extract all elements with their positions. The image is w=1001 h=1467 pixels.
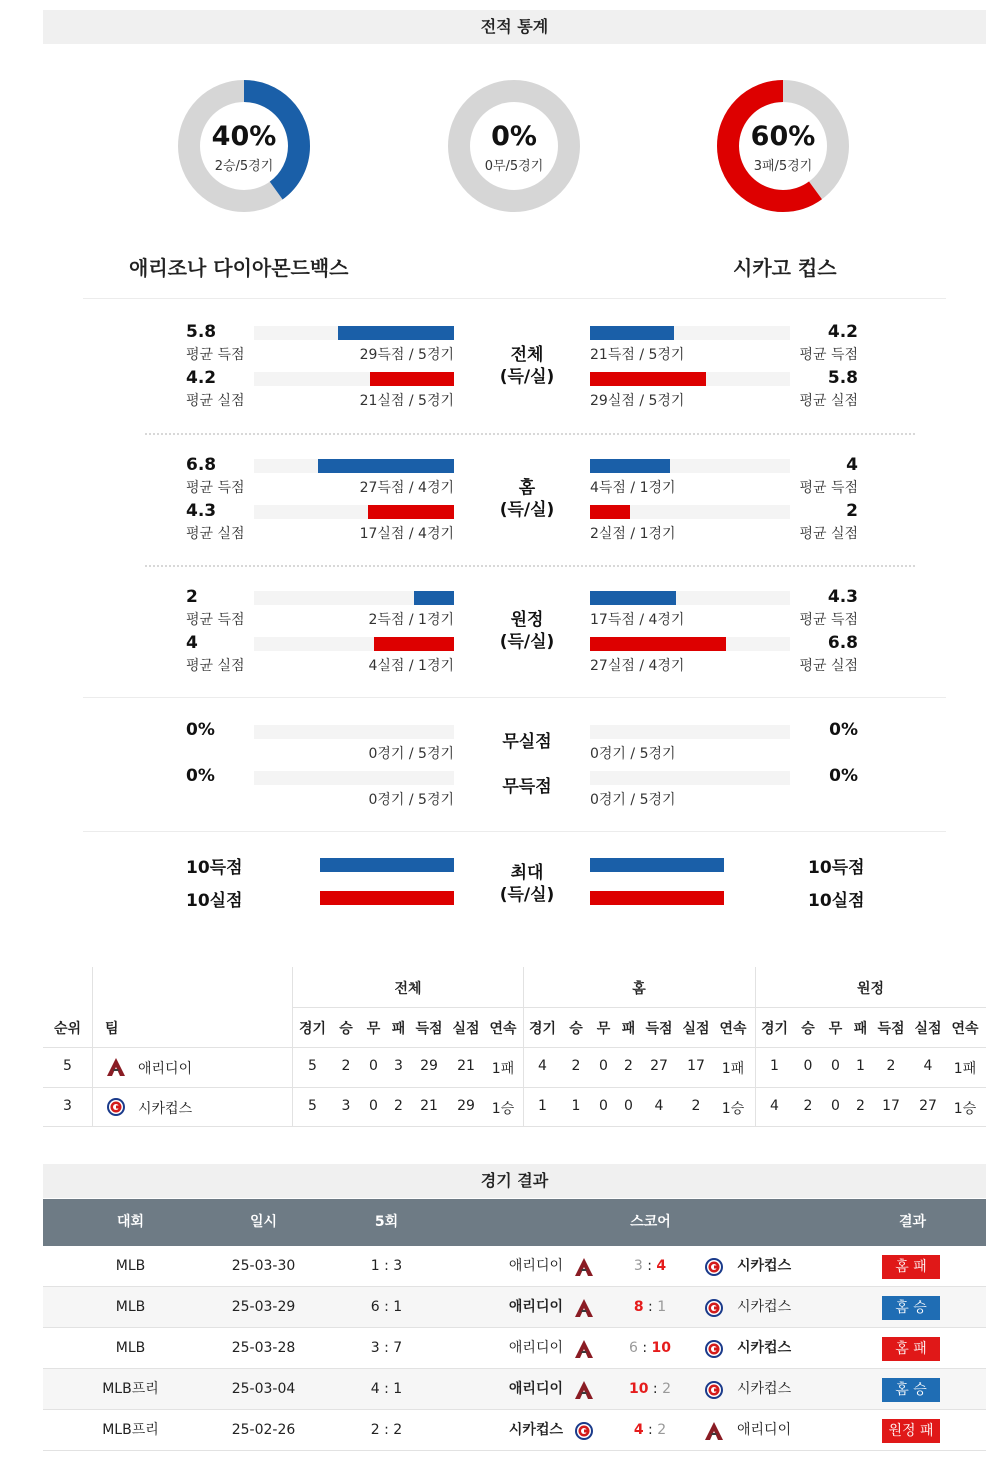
stat-cell: 4 bbox=[654, 1098, 664, 1114]
stat-cell: 2 bbox=[886, 1058, 896, 1074]
stat-cell: 0 bbox=[599, 1058, 608, 1074]
col-league: 대회 bbox=[116, 1214, 145, 1230]
away-team[interactable]: 애리디이 bbox=[737, 1422, 792, 1438]
sub-col-header: 패 bbox=[853, 1021, 868, 1037]
left-stat-caption: 17실점 / 4경기 bbox=[359, 526, 454, 542]
team-cell[interactable]: 시카컵스 bbox=[138, 1101, 193, 1117]
section-label-line2: (득/실) bbox=[499, 367, 555, 387]
stat-cell: 1승 bbox=[491, 1101, 515, 1117]
away-team[interactable]: 시카컵스 bbox=[737, 1381, 792, 1397]
bar-track bbox=[590, 771, 790, 785]
league-cell: MLB프리 bbox=[102, 1381, 159, 1397]
right-stat-caption: 27실점 / 4경기 bbox=[590, 658, 685, 674]
diamondbacks-logo bbox=[704, 1421, 724, 1441]
bar-fill bbox=[374, 637, 454, 651]
left-stat-label: 평균 득점 bbox=[186, 480, 245, 496]
bar-fill bbox=[590, 858, 724, 872]
stat-cell: 2 bbox=[571, 1058, 581, 1074]
right-stat-label: 평균 득점 bbox=[799, 480, 858, 496]
left-max-scored: 10득점 bbox=[186, 858, 243, 878]
left-stat-value: 4 bbox=[186, 633, 198, 653]
section-label bbox=[477, 344, 577, 388]
stat-cell: 21 bbox=[420, 1098, 438, 1114]
row-divider bbox=[43, 1087, 986, 1088]
row-divider bbox=[293, 1007, 986, 1008]
home-score: 10 bbox=[628, 1381, 649, 1397]
inning5-cell: 4 : 1 bbox=[370, 1381, 403, 1397]
cubs-logo bbox=[704, 1298, 724, 1318]
stat-cell: 2 bbox=[803, 1098, 813, 1114]
bar-fill bbox=[320, 891, 454, 905]
stat-cell: 1승 bbox=[953, 1101, 977, 1117]
right-stat-value: 6.8 bbox=[827, 633, 858, 653]
bar-track bbox=[254, 637, 454, 651]
bar-track bbox=[254, 326, 454, 340]
bar-track bbox=[590, 591, 790, 605]
left-stat-value: 6.8 bbox=[186, 455, 217, 475]
divider bbox=[145, 433, 915, 435]
stat-cell: 27 bbox=[919, 1098, 937, 1114]
left-stat-caption: 21실점 / 5경기 bbox=[359, 393, 454, 409]
away-team[interactable]: 시카컵스 bbox=[737, 1258, 792, 1274]
right-stat-caption: 21득점 / 5경기 bbox=[590, 347, 685, 363]
left-shutout-value: 0% bbox=[186, 720, 215, 740]
donut-subtext: 3패/5경기 bbox=[753, 159, 813, 174]
stat-cell: 1패 bbox=[953, 1061, 977, 1077]
sub-col-header: 승 bbox=[339, 1021, 353, 1037]
left-stat-value: 4.2 bbox=[186, 368, 217, 388]
sub-col-header: 승 bbox=[801, 1021, 815, 1037]
result-badge: 홈 승 bbox=[882, 1296, 940, 1320]
stat-cell: 3 bbox=[394, 1058, 403, 1074]
stat-cell: 2 bbox=[341, 1058, 351, 1074]
right-stat-label: 평균 실점 bbox=[799, 526, 858, 542]
right-scoreless-caption: 0경기 / 5경기 bbox=[590, 792, 676, 808]
result-badge: 홈 승 bbox=[882, 1378, 940, 1402]
loss-rate-donut bbox=[716, 79, 850, 213]
league-cell: MLB bbox=[115, 1258, 146, 1274]
sub-col-header: 실점 bbox=[452, 1021, 480, 1037]
bar-fill bbox=[590, 891, 724, 905]
stat-cell: 1 bbox=[571, 1098, 581, 1114]
group-header: 전체 bbox=[394, 981, 422, 997]
row-divider bbox=[43, 1126, 986, 1127]
stat-cell: 2 bbox=[691, 1098, 701, 1114]
sub-col-header: 승 bbox=[569, 1021, 583, 1037]
rank-header: 순위 bbox=[53, 1021, 82, 1037]
win-rate-donut bbox=[177, 79, 311, 213]
sub-col-header: 연속 bbox=[719, 1021, 747, 1037]
away-score: 2 bbox=[662, 1381, 672, 1397]
sub-col-header: 득점 bbox=[877, 1021, 905, 1037]
divider bbox=[145, 565, 915, 567]
bar-track bbox=[590, 858, 790, 872]
results-table-header bbox=[43, 1199, 986, 1246]
stat-cell: 1 bbox=[538, 1098, 547, 1114]
stat-cell: 5 bbox=[308, 1058, 317, 1074]
stat-cell: 0 bbox=[369, 1058, 378, 1074]
section-label-line2: (득/실) bbox=[499, 632, 555, 652]
right-max-scored: 10득점 bbox=[808, 858, 865, 878]
home-team[interactable]: 애리디이 bbox=[508, 1340, 563, 1356]
bar-track bbox=[590, 372, 790, 386]
away-score: 10 bbox=[651, 1340, 672, 1356]
left-stat-label: 평균 실점 bbox=[186, 393, 245, 409]
left-stat-caption: 2득점 / 1경기 bbox=[368, 612, 454, 628]
section-label-line1: 홈 bbox=[518, 478, 536, 498]
league-cell: MLB bbox=[115, 1340, 146, 1356]
left-stat-caption: 27득점 / 4경기 bbox=[359, 480, 454, 496]
stat-cell: 0 bbox=[599, 1098, 608, 1114]
right-stat-caption: 29실점 / 5경기 bbox=[590, 393, 685, 409]
right-stat-caption: 2실점 / 1경기 bbox=[590, 526, 676, 542]
bar-track bbox=[590, 891, 790, 905]
diamondbacks-logo bbox=[574, 1339, 594, 1359]
bar-track bbox=[590, 725, 790, 739]
right-shutout-value: 0% bbox=[829, 720, 858, 740]
stat-cell: 17 bbox=[882, 1098, 900, 1114]
team-header: 팀 bbox=[105, 1021, 119, 1037]
stat-cell: 1패 bbox=[491, 1061, 515, 1077]
diamondbacks-logo bbox=[106, 1057, 126, 1077]
date-cell: 25-03-30 bbox=[231, 1258, 296, 1274]
bar-track bbox=[254, 372, 454, 386]
bar-fill bbox=[318, 459, 454, 473]
scoreless-label: 무득점 bbox=[502, 777, 552, 797]
sub-col-header: 무 bbox=[366, 1021, 381, 1037]
bar-track bbox=[254, 858, 454, 872]
left-stat-label: 평균 득점 bbox=[186, 612, 245, 628]
stat-cell: 1 bbox=[770, 1058, 779, 1074]
rank-cell: 5 bbox=[63, 1058, 72, 1074]
sub-col-header: 패 bbox=[391, 1021, 406, 1037]
league-cell: MLB bbox=[115, 1299, 146, 1315]
left-stat-label: 평균 득점 bbox=[186, 347, 245, 363]
bar-fill bbox=[370, 372, 454, 386]
stats-header: 전적 통계 bbox=[43, 10, 986, 44]
col-5th-inning: 5회 bbox=[374, 1214, 399, 1230]
score-cell bbox=[623, 1287, 677, 1328]
sub-col-header: 실점 bbox=[914, 1021, 942, 1037]
sub-col-header: 무 bbox=[596, 1021, 611, 1037]
stat-cell: 0 bbox=[831, 1058, 840, 1074]
divider bbox=[83, 831, 946, 832]
result-row[interactable] bbox=[43, 1410, 986, 1451]
away-score: 4 bbox=[656, 1258, 667, 1274]
stat-cell: 0 bbox=[831, 1098, 840, 1114]
stat-cell: 17 bbox=[687, 1058, 705, 1074]
bar-fill bbox=[590, 326, 674, 340]
stat-cell: 3 bbox=[341, 1098, 351, 1114]
result-badge: 홈 패 bbox=[882, 1337, 940, 1361]
stat-cell: 4 bbox=[923, 1058, 933, 1074]
left-shutout-caption: 0경기 / 5경기 bbox=[368, 746, 454, 762]
bar-fill bbox=[414, 591, 454, 605]
result-row[interactable] bbox=[43, 1246, 986, 1287]
home-score: 8 bbox=[633, 1299, 644, 1315]
stat-cell: 1승 bbox=[721, 1101, 745, 1117]
score-cell bbox=[623, 1369, 677, 1410]
draw-rate-donut bbox=[447, 79, 581, 213]
inning5-cell: 2 : 2 bbox=[370, 1422, 403, 1438]
sub-col-header: 패 bbox=[621, 1021, 636, 1037]
away-team[interactable]: 시카컵스 bbox=[737, 1340, 792, 1356]
divider bbox=[83, 697, 946, 698]
result-row[interactable] bbox=[43, 1328, 986, 1369]
diamondbacks-logo bbox=[574, 1298, 594, 1318]
section-label-line1: 원정 bbox=[510, 610, 544, 630]
bar-track bbox=[254, 891, 454, 905]
sub-col-header: 무 bbox=[828, 1021, 843, 1037]
sub-col-header: 득점 bbox=[645, 1021, 673, 1037]
right-stat-label: 평균 실점 bbox=[799, 393, 858, 409]
left-max-allowed: 10실점 bbox=[186, 891, 243, 911]
inning5-cell: 1 : 3 bbox=[370, 1258, 403, 1274]
bar-fill bbox=[338, 326, 454, 340]
away-team[interactable]: 시카컵스 bbox=[737, 1299, 792, 1315]
donut-percent: 40% bbox=[211, 121, 277, 152]
inning5-cell: 6 : 1 bbox=[370, 1299, 403, 1315]
date-cell: 25-02-26 bbox=[231, 1422, 296, 1438]
right-shutout-caption: 0경기 / 5경기 bbox=[590, 746, 676, 762]
sub-col-header: 경기 bbox=[298, 1021, 327, 1037]
right-stat-value: 4.3 bbox=[827, 587, 858, 607]
stat-cell: 29 bbox=[457, 1098, 475, 1114]
sub-col-header: 연속 bbox=[951, 1021, 979, 1037]
result-row[interactable] bbox=[43, 1369, 986, 1410]
stat-cell: 27 bbox=[650, 1058, 668, 1074]
col-result: 결과 bbox=[898, 1214, 927, 1230]
result-row[interactable] bbox=[43, 1287, 986, 1328]
inning5-cell: 3 : 7 bbox=[370, 1340, 403, 1356]
team-name-right: 시카고 컵스 bbox=[733, 256, 837, 280]
sub-col-header: 득점 bbox=[415, 1021, 443, 1037]
bar-track bbox=[254, 459, 454, 473]
right-stat-value: 4.2 bbox=[827, 322, 858, 342]
sub-col-header: 경기 bbox=[528, 1021, 557, 1037]
score-cell bbox=[623, 1328, 677, 1369]
standings-table bbox=[43, 967, 986, 1127]
home-team[interactable]: 시카컵스 bbox=[508, 1422, 563, 1438]
bar-fill bbox=[590, 637, 726, 651]
cubs-logo bbox=[704, 1339, 724, 1359]
left-stat-value: 2 bbox=[186, 587, 198, 607]
bar-track bbox=[590, 637, 790, 651]
cubs-logo bbox=[704, 1380, 724, 1400]
stat-cell: 4 bbox=[770, 1098, 779, 1114]
score-sep: : bbox=[642, 1258, 657, 1274]
stat-cell: 2 bbox=[624, 1058, 633, 1074]
bar-track bbox=[590, 505, 790, 519]
group-header: 홈 bbox=[632, 981, 646, 997]
home-team[interactable]: 애리디이 bbox=[508, 1258, 563, 1274]
stat-cell: 5 bbox=[308, 1098, 317, 1114]
bar-fill bbox=[590, 591, 676, 605]
cubs-logo bbox=[704, 1257, 724, 1277]
stat-cell: 1 bbox=[856, 1058, 865, 1074]
home-score: 3 bbox=[633, 1258, 643, 1274]
bar-track bbox=[590, 459, 790, 473]
right-stat-caption: 17득점 / 4경기 bbox=[590, 612, 685, 628]
stat-cell: 1패 bbox=[721, 1061, 745, 1077]
max-label-line1: 최대 bbox=[510, 863, 544, 883]
bar-track bbox=[254, 591, 454, 605]
sub-col-header: 경기 bbox=[760, 1021, 789, 1037]
max-label bbox=[477, 862, 577, 906]
donut-percent: 0% bbox=[491, 121, 537, 152]
stat-cell: 0 bbox=[369, 1098, 378, 1114]
donut-percent: 60% bbox=[750, 121, 816, 152]
col-score: 스코어 bbox=[630, 1214, 671, 1230]
left-stat-label: 평균 실점 bbox=[186, 526, 245, 542]
right-scoreless-value: 0% bbox=[829, 766, 858, 786]
score-cell bbox=[623, 1410, 677, 1451]
divider bbox=[83, 298, 946, 299]
donut-subtext: 0무/5경기 bbox=[484, 159, 544, 174]
score-sep: : bbox=[648, 1381, 663, 1397]
result-badge: 원정 패 bbox=[882, 1419, 940, 1443]
date-cell: 25-03-28 bbox=[231, 1340, 296, 1356]
home-score: 4 bbox=[633, 1422, 644, 1438]
right-stat-label: 평균 실점 bbox=[799, 658, 858, 674]
stat-cell: 21 bbox=[457, 1058, 475, 1074]
stat-cell: 2 bbox=[394, 1098, 403, 1114]
date-cell: 25-03-29 bbox=[231, 1299, 296, 1315]
right-stat-label: 평균 득점 bbox=[799, 612, 858, 628]
team-name-left: 애리조나 다이아몬드백스 bbox=[129, 256, 349, 280]
bar-track bbox=[254, 505, 454, 519]
cubs-logo bbox=[574, 1421, 594, 1441]
results-header: 경기 결과 bbox=[43, 1164, 986, 1198]
stat-cell: 0 bbox=[624, 1098, 633, 1114]
league-cell: MLB프리 bbox=[102, 1422, 159, 1438]
left-scoreless-caption: 0경기 / 5경기 bbox=[368, 792, 454, 808]
diamondbacks-logo bbox=[574, 1257, 594, 1277]
bar-fill bbox=[590, 459, 670, 473]
stat-cell: 29 bbox=[420, 1058, 438, 1074]
right-stat-value: 4 bbox=[846, 455, 858, 475]
rank-cell: 3 bbox=[63, 1098, 72, 1114]
right-stat-value: 5.8 bbox=[827, 368, 858, 388]
section-label bbox=[477, 477, 577, 521]
cubs-logo bbox=[106, 1097, 126, 1117]
score-sep: : bbox=[643, 1299, 658, 1315]
score-sep: : bbox=[643, 1422, 658, 1438]
shutout-label: 무실점 bbox=[502, 732, 552, 752]
group-header: 원정 bbox=[856, 981, 885, 997]
home-team[interactable]: 애리디이 bbox=[508, 1299, 563, 1315]
right-stat-value: 2 bbox=[846, 501, 858, 521]
sub-col-header: 실점 bbox=[682, 1021, 710, 1037]
team-cell[interactable]: 애리디이 bbox=[138, 1061, 193, 1077]
donut-subtext: 2승/5경기 bbox=[214, 159, 274, 174]
score-cell bbox=[623, 1246, 677, 1287]
left-stat-caption: 4실점 / 1경기 bbox=[368, 658, 454, 674]
right-max-allowed: 10실점 bbox=[808, 891, 865, 911]
away-score: 2 bbox=[657, 1422, 667, 1438]
right-stat-caption: 4득점 / 1경기 bbox=[590, 480, 676, 496]
bar-fill bbox=[320, 858, 454, 872]
max-label-line2: (득/실) bbox=[499, 885, 555, 905]
left-stat-caption: 29득점 / 5경기 bbox=[359, 347, 454, 363]
bar-fill bbox=[590, 372, 706, 386]
stat-cell: 0 bbox=[803, 1058, 813, 1074]
diamondbacks-logo bbox=[574, 1380, 594, 1400]
date-cell: 25-03-04 bbox=[231, 1381, 296, 1397]
col-date: 일시 bbox=[249, 1214, 278, 1230]
left-stat-value: 5.8 bbox=[186, 322, 217, 342]
right-stat-label: 평균 득점 bbox=[799, 347, 858, 363]
section-label-line2: (득/실) bbox=[499, 500, 555, 520]
home-score: 6 bbox=[628, 1340, 638, 1356]
home-team[interactable]: 애리디이 bbox=[508, 1381, 563, 1397]
bar-track bbox=[590, 326, 790, 340]
left-stat-value: 4.3 bbox=[186, 501, 217, 521]
bar-track bbox=[254, 771, 454, 785]
section-label bbox=[477, 609, 577, 653]
away-score: 1 bbox=[657, 1299, 667, 1315]
stat-cell: 4 bbox=[538, 1058, 547, 1074]
bar-fill bbox=[368, 505, 454, 519]
section-label-line1: 전체 bbox=[510, 345, 544, 365]
bar-fill bbox=[590, 505, 630, 519]
left-scoreless-value: 0% bbox=[186, 766, 215, 786]
result-badge: 홈 패 bbox=[882, 1255, 940, 1279]
sub-col-header: 연속 bbox=[489, 1021, 517, 1037]
row-divider bbox=[43, 1047, 986, 1048]
stat-cell: 2 bbox=[856, 1098, 865, 1114]
score-sep: : bbox=[637, 1340, 652, 1356]
bar-track bbox=[254, 725, 454, 739]
left-stat-label: 평균 실점 bbox=[186, 658, 245, 674]
